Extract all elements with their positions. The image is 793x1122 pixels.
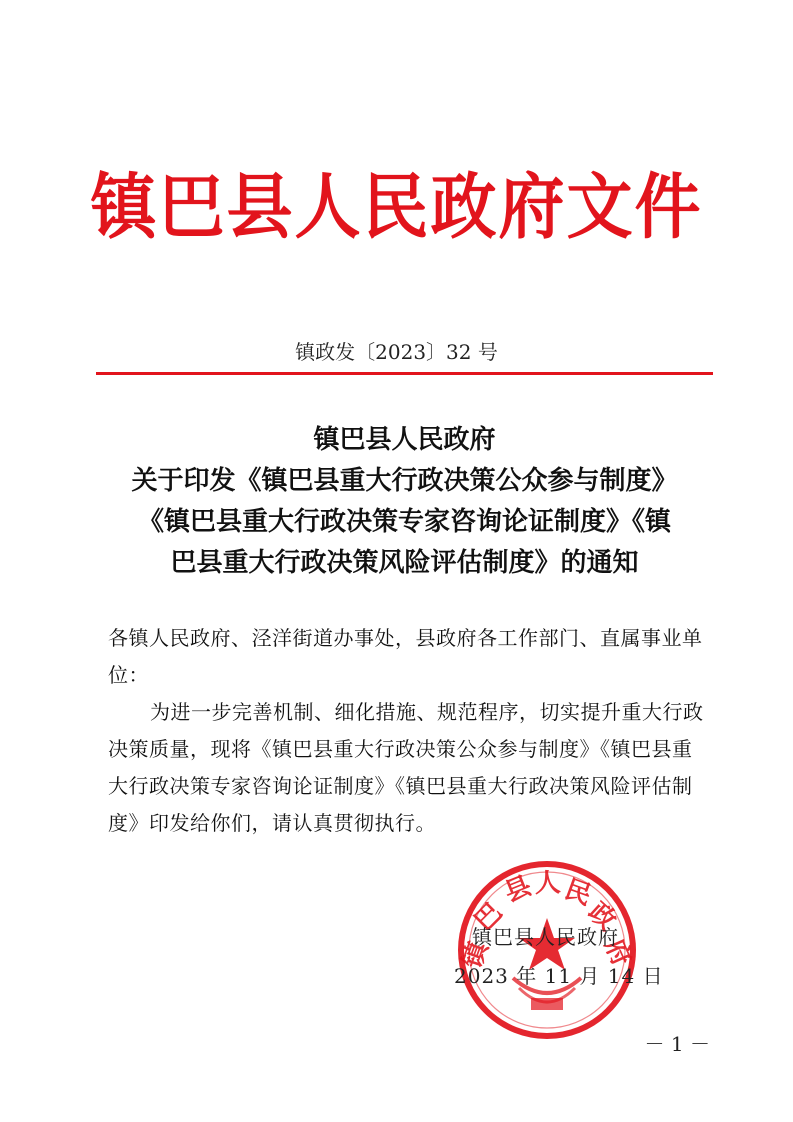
svg-text:镇: 镇 [457,937,495,973]
document-number: 镇政发〔2023〕32 号 [295,340,498,364]
signing-authority: 镇巴县人民政府 [472,925,619,949]
red-divider-line [96,372,713,375]
page-number: － 1 － [644,1032,710,1056]
svg-text:府: 府 [598,934,637,971]
svg-text:政: 政 [582,896,622,937]
title-line: 镇巴县人民政府 [313,425,496,455]
svg-text:县: 县 [500,870,536,909]
recipient-line: 各镇人民政府、泾洋街道办事处，县政府各工作部门、直属事业单位： [108,626,703,687]
masthead-title: 镇巴县人民政府文件 [90,164,703,249]
svg-text:人: 人 [534,868,562,899]
svg-text:民: 民 [560,874,596,912]
svg-text:巴: 巴 [468,897,509,937]
body-paragraph: 为进一步完善机制、细化措施、规范程序，切实提升重大行政决策质量，现将《镇巴县重大行政决策公众参与制度》《镇巴县重大行政决策专家咨询论证制度》《镇巴县重大行政决策风险评估制度》印发给你们，请认真贯彻执行。 [108,700,704,835]
title-line: 《镇巴县重大行政决策专家咨询论证制度》《镇 [137,507,671,537]
notice-title [96,420,713,584]
signing-date: 2023 年 11 月 14 日 [454,964,664,988]
title-line: 巴县重大行政决策风险评估制度》的通知 [170,548,639,578]
title-line: 关于印发《镇巴县重大行政决策公众参与制度》 [131,466,678,496]
